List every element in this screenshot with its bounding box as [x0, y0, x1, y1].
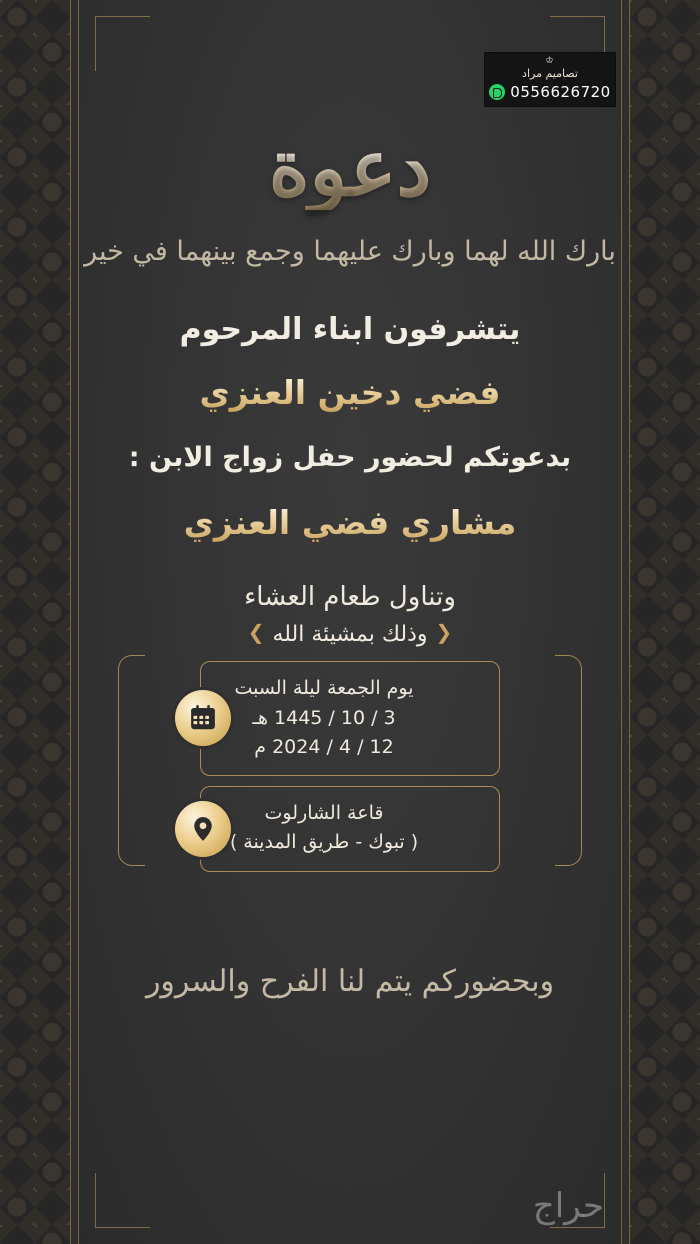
groom-name: مشاري فضي العنزي	[0, 503, 700, 542]
crown-icon: ♔	[545, 56, 555, 66]
location-line-2: ( تبوك - طريق المدينة )	[229, 831, 419, 854]
ornament-right-icon: ❮	[435, 620, 453, 645]
designer-name: تصاميم مراد	[522, 67, 578, 80]
details-section	[150, 661, 550, 871]
willing-line: وذلك بمشيئة الله	[272, 622, 428, 648]
calendar-icon	[175, 690, 231, 746]
date-line-1: يوم الجمعة ليلة السبت	[234, 677, 414, 700]
blessing-line: بارك الله لهما وبارك عليهما وجمع بينهما في خير	[84, 235, 616, 267]
dinner-line: وتناول طعام العشاء	[244, 582, 456, 613]
date-line-3: 12 / 4 / 2024 م	[254, 736, 394, 759]
corner-frame-bottom-right	[550, 1173, 605, 1228]
date-line-2: 3 / 10 / 1445 هـ	[252, 706, 396, 729]
willing-line-row	[0, 620, 700, 647]
bracket-right	[555, 655, 582, 865]
map-pin-icon	[175, 801, 231, 857]
date-box	[200, 661, 500, 775]
corner-frame-bottom-left	[95, 1173, 150, 1228]
father-name: فضي دخين العنزي	[0, 373, 700, 412]
designer-phone: 0556626720	[510, 83, 611, 101]
closing-line: وبحضوركم يتم لنا الفرح والسرور	[145, 963, 555, 999]
honor-line: يتشرفون ابناء المرحوم	[179, 312, 521, 348]
ornament-left-icon: ❯	[247, 620, 265, 645]
invite-line: بدعوتكم لحضور حفل زواج الابن :	[128, 442, 572, 474]
location-box	[200, 786, 500, 872]
bracket-left	[118, 655, 145, 865]
invitation-title: دعوة	[0, 128, 700, 210]
site-watermark: حراج	[532, 1186, 604, 1226]
location-line-1: قاعة الشارلوت	[264, 801, 384, 824]
